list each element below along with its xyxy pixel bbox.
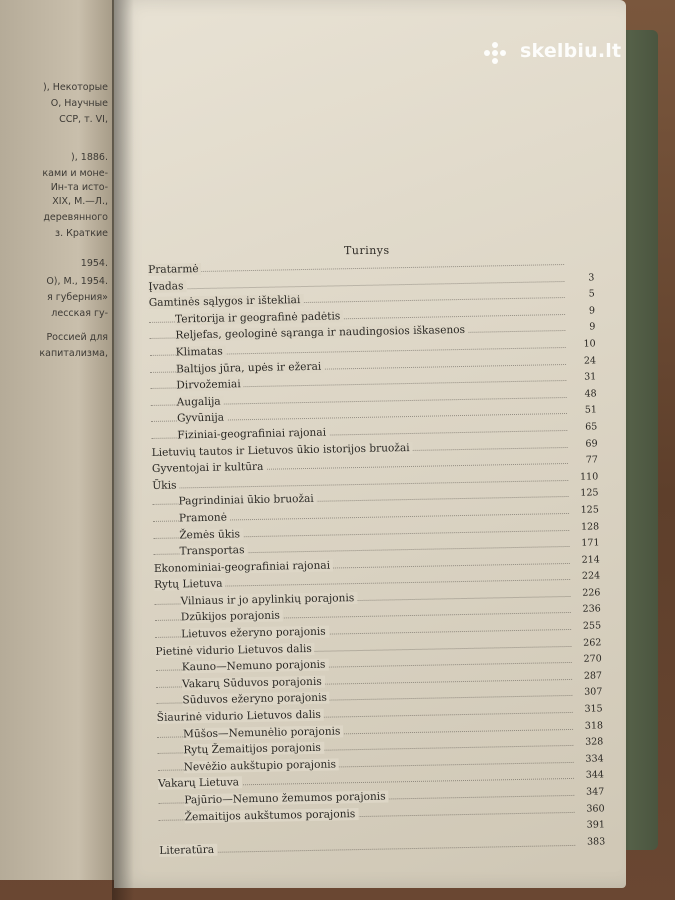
left-page-line: ССР, т. VI,	[59, 114, 108, 125]
toc-entry-label: Reljefas, geologinė sąranga ir naudingosios iškasenos	[175, 324, 468, 342]
toc-entry-label: Gamtinės sąlygos ir ištekliai	[149, 294, 304, 309]
left-page-line: Ин-та исто-	[50, 182, 108, 193]
toc-entry-label: Vakarų Sūduvos porajonis	[182, 676, 325, 691]
toc-entry-page: 10	[583, 338, 596, 350]
toc-entry-label: Pajūrio—Nemuno žemumos porajonis	[184, 790, 388, 806]
toc-entry-page: 315	[584, 703, 603, 715]
toc-entry-page: 360	[586, 802, 605, 815]
toc-entry-label: Mūšos—Nemunėlio porajonis	[183, 725, 344, 740]
toc-entry-label: Fiziniai-geografiniai rajonai	[177, 426, 329, 441]
left-page	[0, 0, 114, 880]
left-page-line: деревянного	[43, 212, 108, 223]
left-page-line: ), Некоторые	[42, 82, 108, 93]
toc-entry-page: 31	[584, 371, 597, 383]
toc-entry-label: Sūduvos ežeryno porajonis	[182, 692, 330, 707]
toc-entry-page: 287	[583, 670, 603, 682]
toc-entry-page: 383	[586, 836, 606, 848]
toc-entry-label: Pietinė vidurio Lietuvos dalis	[155, 643, 315, 658]
toc-entry-label: Ūkis	[152, 479, 179, 492]
gutter-shadow	[112, 0, 134, 900]
toc-entry-page: 125	[580, 504, 599, 516]
left-page-line: О, Научные	[50, 98, 108, 109]
toc-entry-label: Lietuvių tautos ir Lietuvos ūkio istorijos bruožai	[152, 441, 413, 458]
toc-entry-label: Žemės ūkis	[179, 528, 243, 541]
toc-entry-page: 318	[584, 719, 604, 732]
left-page-line: О), М., 1954.	[46, 276, 108, 287]
toc-entry-page: 77	[585, 454, 598, 466]
toc-entry-page: 171	[581, 537, 600, 549]
toc-entry-label: Klimatas	[176, 345, 226, 358]
toc-entry-page: 48	[584, 388, 597, 400]
toc-title: Turinys	[343, 243, 390, 258]
toc-entry-label: Vilniaus ir jo apylinkių porajonis	[180, 592, 357, 607]
toc-entry-page: 51	[584, 404, 598, 416]
toc-entry-page: 3	[588, 272, 595, 284]
left-page-line: лесская гу-	[51, 308, 108, 319]
toc-entry-page: 9	[589, 321, 596, 333]
toc-entry-page: 262	[583, 637, 602, 649]
toc-entry-label: Literatūra	[159, 844, 217, 857]
toc-entry-page: 328	[585, 736, 604, 748]
left-page-line: з. Краткие	[55, 228, 108, 239]
left-page-line: Россией для	[46, 332, 108, 343]
left-page-line: XIX, М.—Л.,	[52, 196, 108, 207]
toc-leader-dots	[159, 845, 575, 854]
toc-entry-page: 110	[579, 471, 599, 483]
toc-entry-label: Šiaurinė vidurio Lietuvos dalis	[157, 709, 324, 724]
toc-entry-page: 128	[580, 520, 600, 533]
toc-entry-label: Pramonė	[179, 511, 230, 524]
toc-entry-label: Ekonominiai-geografiniai rajonai	[154, 559, 333, 574]
toc-entry-page: 125	[580, 487, 599, 500]
toc-entry-label: Lietuvos ežeryno porajonis	[181, 626, 329, 641]
toc-entry-page: 344	[585, 769, 605, 782]
toc-entry-page: 255	[582, 620, 602, 632]
watermark-text: skelbiu.lt	[520, 40, 622, 62]
toc-entry-page: 307	[584, 686, 603, 699]
toc-entry-label: Teritorija ir geografinė padėtis	[175, 310, 343, 325]
toc-entry-label: Pagrindiniai ūkio bruožai	[178, 493, 316, 508]
toc-entry-page: 224	[581, 570, 601, 583]
toc-entry-page: 24	[583, 354, 597, 367]
left-page-line: ками и моне-	[42, 168, 108, 179]
toc-entry-label: Gyvūnija	[177, 412, 227, 425]
toc-entry-label: Gyventojai ir kultūra	[152, 461, 267, 475]
toc-entry-label: Nevėžio aukštupio porajonis	[184, 758, 340, 773]
toc-entry-page: 334	[585, 753, 604, 765]
toc-entry-page	[564, 253, 594, 254]
toc-entry-label: Žemaitijos aukštumos porajonis	[185, 808, 359, 823]
left-page-line: капитализма,	[39, 348, 108, 359]
watermark-logo-icon	[484, 42, 512, 64]
toc-entry-page: 270	[583, 653, 602, 665]
toc-entry-page: 226	[582, 587, 601, 599]
toc-entry-page: 214	[581, 554, 600, 566]
toc-entry-label: Dirvožemiai	[176, 378, 244, 391]
toc-entry-label: Kauno—Nemuno porajonis	[182, 659, 329, 674]
toc-entry-label: Augalija	[177, 395, 224, 408]
toc-entry-page: 236	[582, 603, 601, 616]
toc-entry-label: Vakarų Lietuva	[158, 777, 242, 791]
toc-entry-label: Įvadas	[148, 280, 186, 293]
toc-entry-page: 69	[585, 437, 598, 450]
left-page-line: я губерния»	[47, 292, 108, 303]
toc-entry-page: 65	[585, 421, 598, 433]
left-page-line: ), 1886.	[71, 152, 108, 163]
toc-entry-page: 9	[588, 305, 596, 317]
toc-entry-page: 5	[588, 288, 595, 300]
toc-entry-page: 347	[586, 786, 605, 798]
toc-entry-label: Transportas	[179, 544, 247, 557]
toc-entry-label: Pratarmė	[148, 263, 202, 276]
toc-entry-page: 391	[586, 819, 605, 831]
toc-entry-label: Rytų Lietuva	[154, 578, 226, 591]
toc-entry-label: Baltijos jūra, upės ir ežerai	[176, 360, 324, 375]
toc-entry-label: Rytų Žemaitijos porajonis	[183, 742, 324, 757]
table-of-contents	[148, 253, 606, 857]
left-page-line: 1954.	[80, 258, 108, 269]
toc-entry-label: Dzūkijos porajonis	[181, 610, 283, 624]
